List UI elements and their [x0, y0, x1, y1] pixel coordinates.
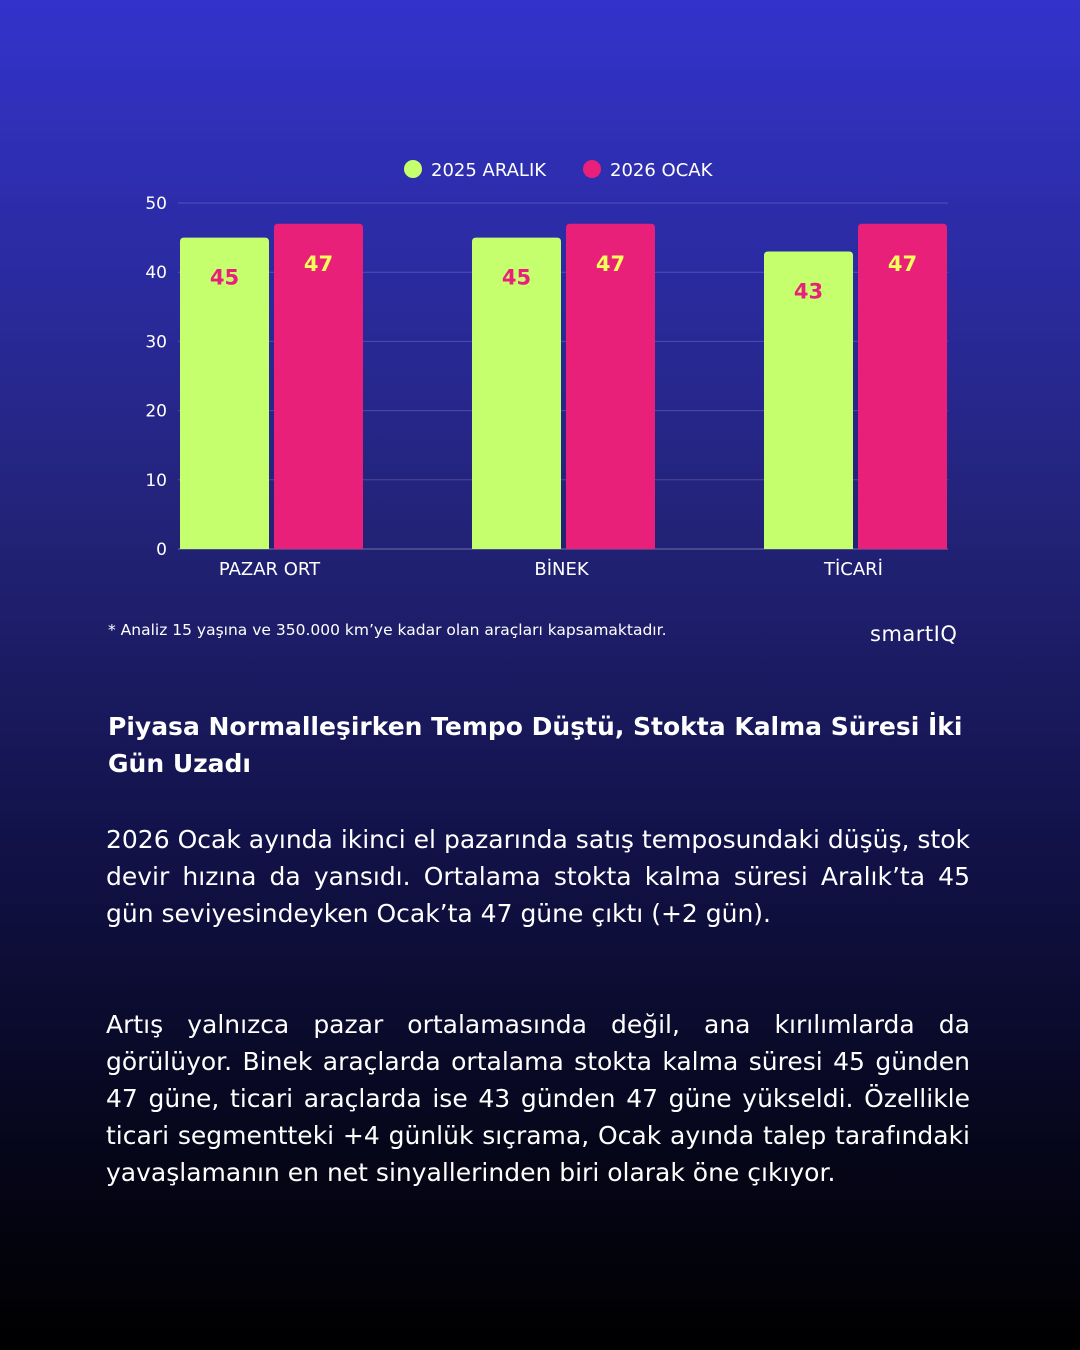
- article-paragraph-2: Artış yalnızca pazar ortalamasında değil, ana kırılımlarda da görülüyor. Binek araçlarda ortalama stokta kalma süresi 45 günden 47 güne, ticari araçlarda ise 43 günden 47 güne yükseldi. Özellikle ticari segmentteki +4 günlük sıçrama, Ocak ayında talep tarafındaki yavaşlamanın en net sinyallerinden biri olarak öne çıkıyor.: [106, 1010, 970, 1187]
- y-axis-ticks: [145, 194, 167, 560]
- brand-logo: [870, 622, 957, 646]
- x-category-label: PAZAR ORT: [218, 559, 321, 580]
- bar-value-label: 45: [501, 265, 532, 290]
- chart-footnote: * Analiz 15 yaşına ve 350.000 km’ye kadar olan araçları kapsamaktadır.: [108, 621, 667, 639]
- y-tick-label: 10: [145, 470, 167, 491]
- y-tick-label: 40: [145, 263, 167, 284]
- y-tick-label: 50: [145, 194, 167, 214]
- y-tick-label: 20: [145, 401, 167, 422]
- y-tick-label: 30: [145, 332, 167, 353]
- legend-label: 2026 OCAK: [610, 160, 713, 181]
- x-category-label: BİNEK: [534, 559, 589, 580]
- bar-chart: [0, 0, 1080, 620]
- x-axis-categories: [219, 559, 883, 580]
- y-tick-label: 0: [156, 540, 167, 560]
- bar-value-label: 47: [303, 251, 334, 276]
- article-paragraph-1: 2026 Ocak ayında ikinci el pazarında satış temposundaki düşüş, stok devir hızına da yansıdı. Ortalama stokta kalma süresi Aralık’ta 45 gün seviyesindeyken Ocak’ta 47 güne çıktı (+2 gün).: [106, 825, 970, 928]
- x-category-label: TİCARİ: [823, 559, 884, 580]
- bar-value-label: 47: [887, 251, 918, 276]
- legend-swatch: [404, 160, 422, 178]
- legend-swatch: [583, 160, 601, 178]
- brand-name: smartI: [870, 622, 941, 646]
- chart-legend: [404, 160, 714, 181]
- brand-q-icon: Q: [940, 622, 958, 646]
- bar-value-label: 47: [595, 251, 626, 276]
- article-headline: Piyasa Normalleşirken Tempo Düştü, Stokta Kalma Süresi İki Gün Uzadı: [108, 712, 963, 778]
- legend-label: 2025 ARALIK: [431, 160, 547, 181]
- bar-value-label: 45: [209, 265, 240, 290]
- bar-value-label: 43: [793, 279, 824, 304]
